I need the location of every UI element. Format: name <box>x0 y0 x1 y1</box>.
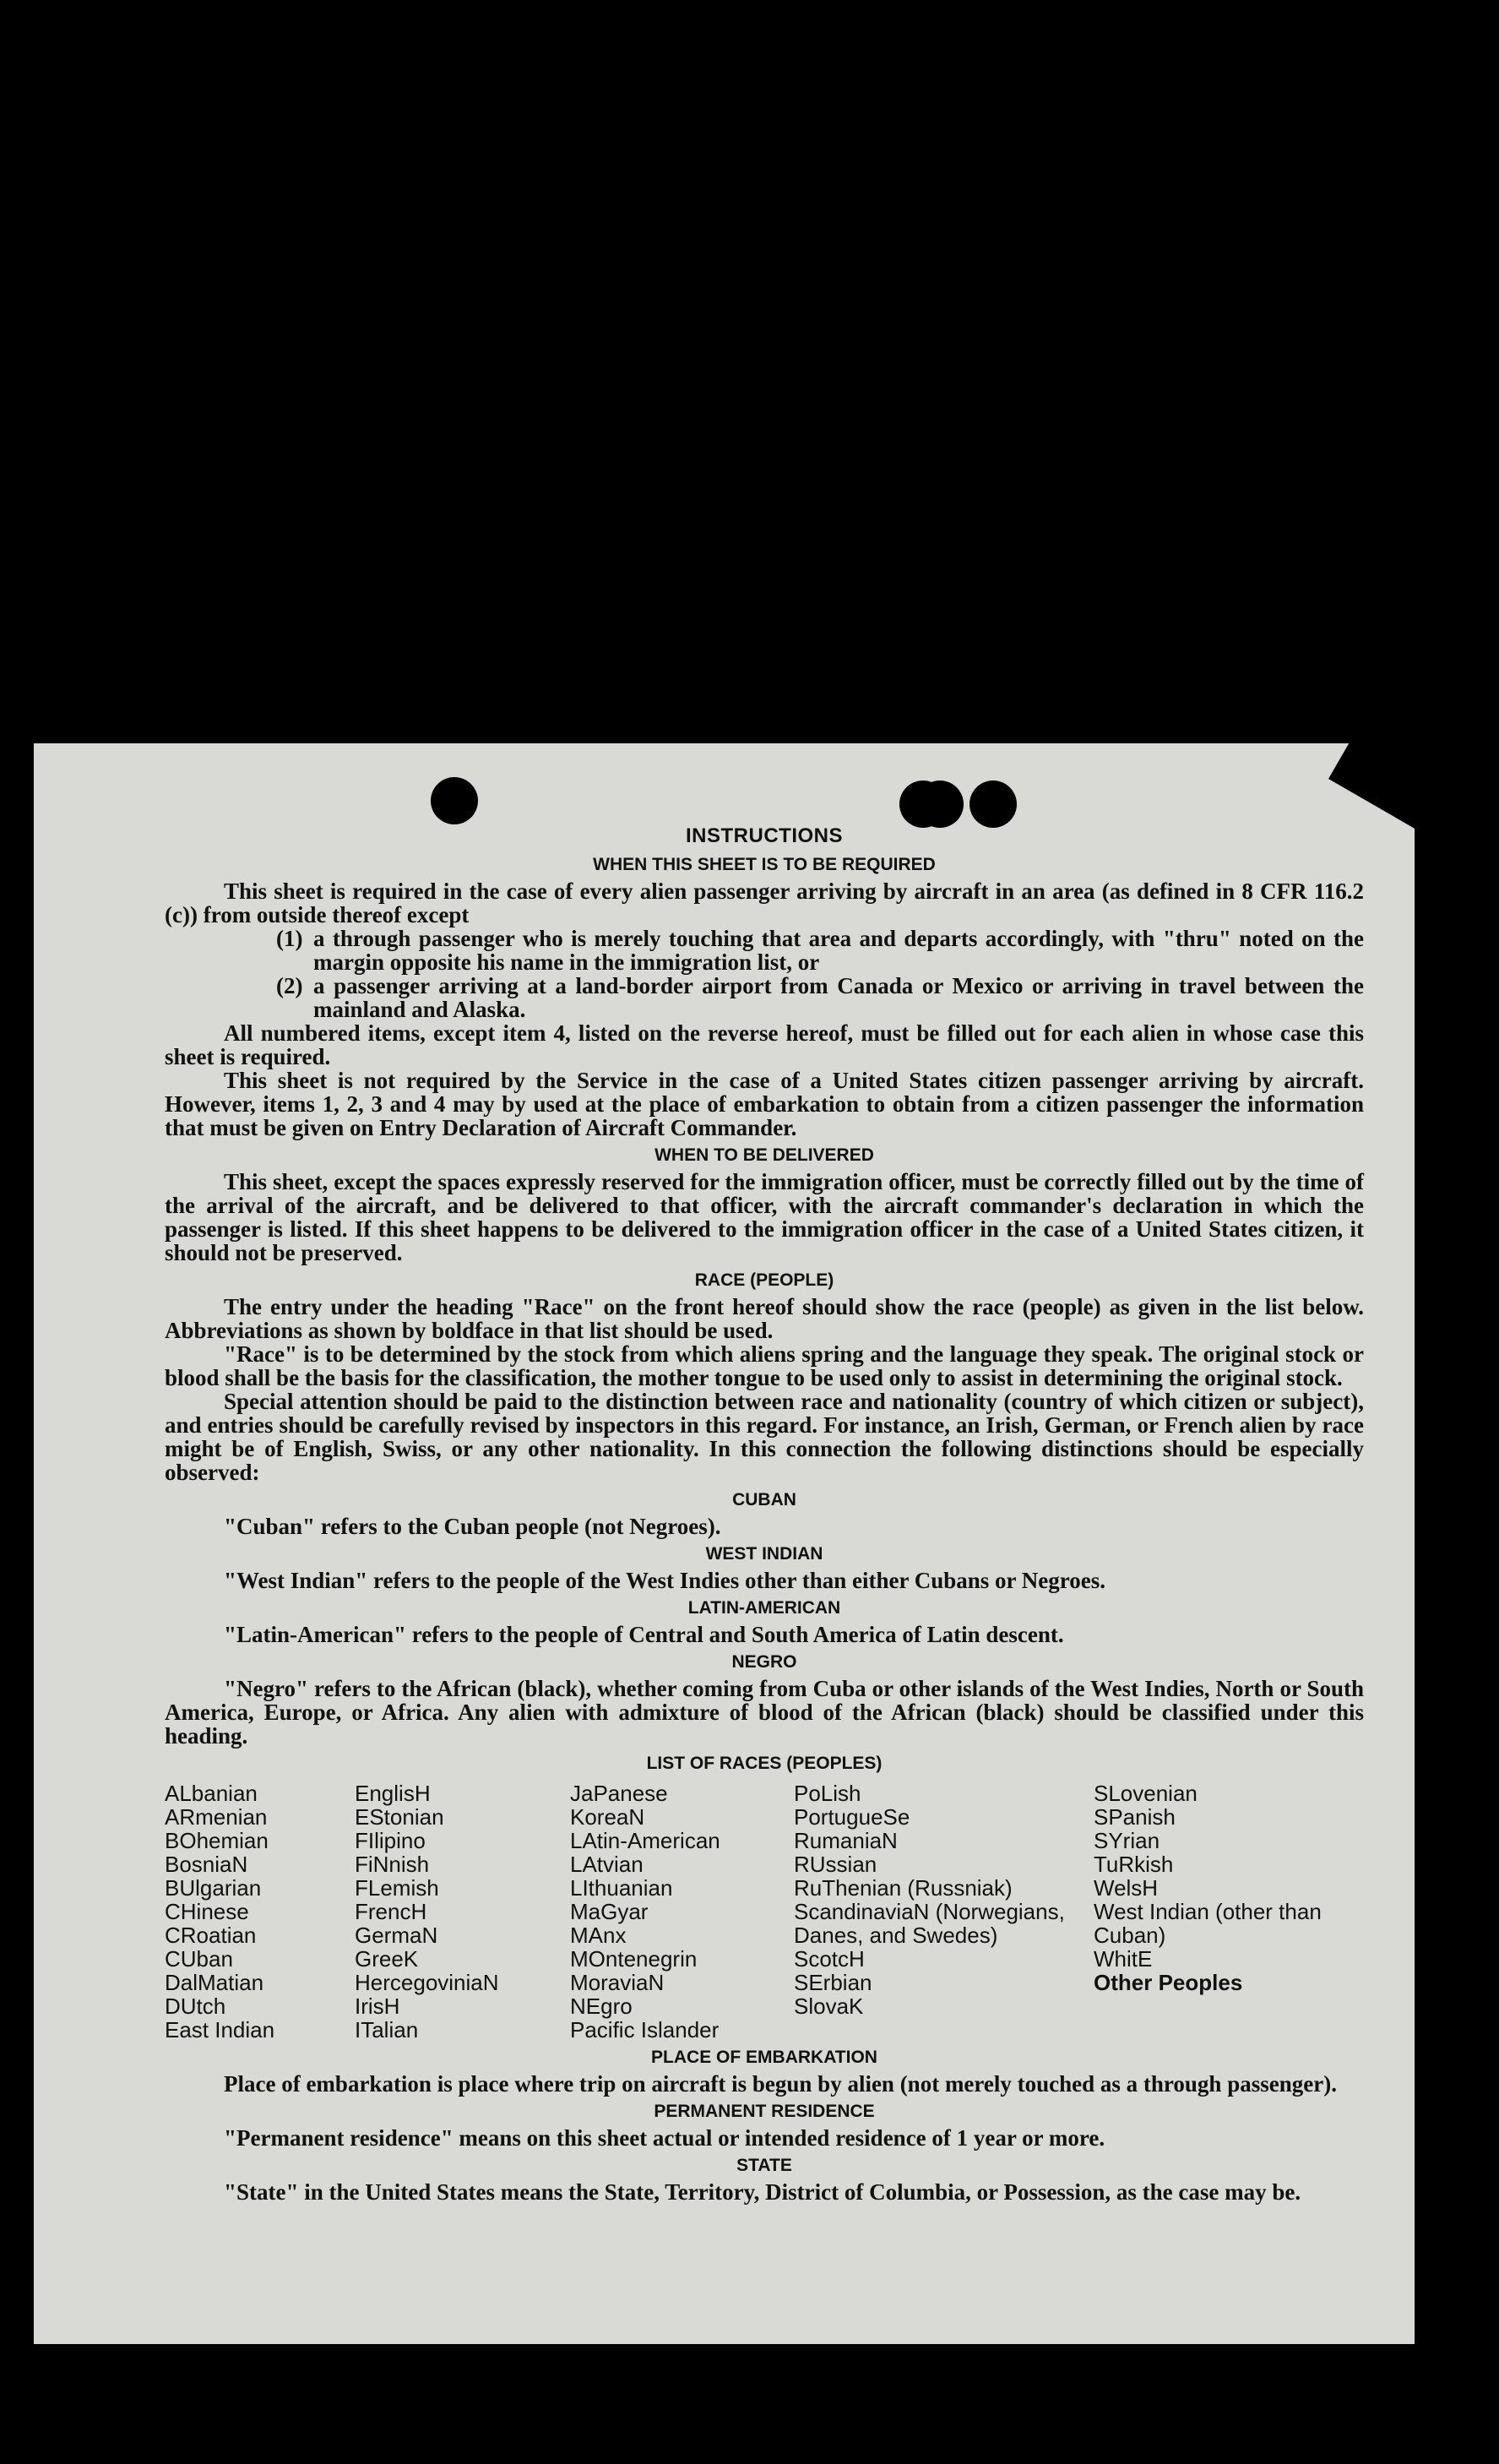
race-entry: EStonian <box>355 1804 444 1830</box>
race-entry: DUtch <box>165 1994 226 2019</box>
race-entry: LIthuanian <box>570 1875 673 1901</box>
race-entry: BUlgarian <box>165 1875 262 1901</box>
race-entry: WelsH <box>1094 1875 1159 1901</box>
heading-cuban: CUBAN <box>732 1490 796 1509</box>
document-sheet <box>34 743 1415 2344</box>
race-entry: MAnx <box>570 1923 627 1948</box>
exception-number: (1) <box>276 926 303 951</box>
race-entry: ITalian <box>355 2017 419 2042</box>
race-entry: GermaN <box>355 1923 438 1948</box>
exception-text: a passenger arriving at a land-border airport from Canada or Mexico or arriving in travel between the mainland and Alaska. <box>313 973 1364 1022</box>
heading-list-of-races: LIST OF RACES (PEOPLES) <box>646 1754 883 1773</box>
west-indian-text: "West Indian" refers to the people of the West Indies other than either Cubans or Negroes. <box>224 1568 1105 1593</box>
race-entry: PortugueSe <box>794 1804 910 1830</box>
page-title: INSTRUCTIONS <box>686 824 843 847</box>
race-entry: CUban <box>165 1946 233 1972</box>
race-para2: "Race" is to be determined by the stock from which aliens spring and the language they speak. The original stock or blood shall be the basis for the classification, the mother tongue to be used only to assist in determining the original stock. <box>165 1341 1364 1390</box>
heading-permanent-residence: PERMANENT RESIDENCE <box>654 2102 875 2121</box>
when-required-para3: This sheet is not required by the Service in the case of a United States citizen passenger arriving by aircraft. However, items 1, 2, 3 and 4 may by used at the place of embarkation to obtain from a citizen passenger the information that must be given on Entry Declaration of Aircraft Commander. <box>165 1068 1364 1140</box>
race-entry: West Indian (other than Cuban) <box>1094 1899 1322 1948</box>
heading-when-delivered: WHEN TO BE DELIVERED <box>654 1145 874 1165</box>
race-column <box>355 1781 570 2042</box>
instructions-content <box>165 824 1364 2204</box>
race-column <box>794 1781 1094 2042</box>
race-entry: LAtvian <box>570 1852 644 1877</box>
exception-number: (2) <box>276 973 303 998</box>
race-entry: SPanish <box>1094 1804 1176 1830</box>
race-column <box>570 1781 794 2042</box>
race-entry: SLovenian <box>1094 1781 1198 1806</box>
race-entry: SErbian <box>794 1970 872 1995</box>
when-delivered-text: This sheet, except the spaces expressly reserved for the immigration officer, must be correctly filled out by the time of the arrival of the aircraft, and be delivered to that officer, with the aircraft commander's declaration in which the passenger is listed. If this sheet happens to be delivered to the immigration officer in the case of a United States citizen, it should not be preserved. <box>165 1169 1364 1265</box>
race-entry: LAtin-American <box>570 1828 720 1853</box>
race-column <box>1094 1781 1339 2042</box>
race-entry: MoraviaN <box>570 1970 665 1995</box>
race-para3: Special attention should be paid to the distinction between race and nationality (country of which citizen or subject), and entries should be carefully revised by inspectors in this regard. For instance, an Irish, German, or French alien by race might be of English, Swiss, or any other nationality. In this connection the following distinctions should be especially observed: <box>165 1389 1364 1485</box>
place-of-embarkation-text: Place of embarkation is place where trip on aircraft is begun by alien (not merely touched as a through passenger). <box>224 2071 1337 2097</box>
race-entry: FiNnish <box>355 1852 430 1877</box>
punch-hole <box>431 777 478 824</box>
heading-state: STATE <box>736 2156 792 2175</box>
race-entry: East Indian <box>165 2017 275 2042</box>
race-entry: FLemish <box>355 1875 439 1901</box>
race-entry: EnglisH <box>355 1781 431 1806</box>
heading-when-required: WHEN THIS SHEET IS TO BE REQUIRED <box>593 855 936 874</box>
race-entry: CHinese <box>165 1899 249 1924</box>
when-required-intro: This sheet is required in the case of every alien passenger arriving by aircraft in an area (as defined in 8 CFR 116.2 (c)) from outside thereof except <box>165 878 1364 927</box>
exception-item-2 <box>276 974 1364 1021</box>
race-entry: ScotcH <box>794 1946 865 1972</box>
punch-hole <box>899 781 947 828</box>
race-entry: WhitE <box>1094 1946 1153 1972</box>
when-required-para2: All numbered items, except item 4, listed on the reverse hereof, must be filled out for each alien in whose case this sheet is required. <box>165 1020 1364 1069</box>
race-entry: RUssian <box>794 1852 877 1877</box>
race-entry: MOntenegrin <box>570 1946 698 1972</box>
race-entry: HercegoviniaN <box>355 1970 499 1995</box>
heading-latin-american: LATIN-AMERICAN <box>687 1598 841 1618</box>
state-text: "State" in the United States means the State, Territory, District of Columbia, or Possession, as the case may be. <box>224 2179 1301 2205</box>
negro-text: "Negro" refers to the African (black), whether coming from Cuba or other islands of the West Indies, North or South America, Europe, or Africa. Any alien with admixture of blood of the African (black) should be classified under this heading. <box>165 1676 1364 1749</box>
race-entry: MaGyar <box>570 1899 649 1924</box>
race-entry: Pacific Islander <box>570 2017 720 2042</box>
race-entry: IrisH <box>355 1994 400 2019</box>
races-list <box>165 1781 1364 2042</box>
race-entry: BosniaN <box>165 1852 248 1877</box>
race-entry: FrencH <box>355 1899 427 1924</box>
race-entry: NEgro <box>570 1994 633 2019</box>
race-entry: ScandinaviaN (Norwegians, Danes, and Swedes) <box>794 1899 1065 1948</box>
heading-place-of-embarkation: PLACE OF EMBARKATION <box>651 2048 877 2067</box>
race-entry: SlovaK <box>794 1994 864 2019</box>
exception-text: a through passenger who is merely touching that area and departs accordingly, with "thru" noted on the margin opposite his name in the immigration list, or <box>313 926 1364 975</box>
race-para1: The entry under the heading "Race" on the front hereof should show the race (people) as given in the list below. Abbreviations as shown by boldface in that list should be used. <box>165 1294 1364 1343</box>
race-entry: BOhemian <box>165 1828 269 1853</box>
race-entry: TuRkish <box>1094 1852 1174 1877</box>
race-entry: PoLish <box>794 1781 861 1806</box>
permanent-residence-text: "Permanent residence" means on this sheet actual or intended residence of 1 year or more. <box>224 2125 1105 2151</box>
race-entry: GreeK <box>355 1946 419 1972</box>
race-entry: ALbanian <box>165 1781 258 1806</box>
punch-hole <box>969 781 1017 828</box>
race-entry: JaPanese <box>570 1781 668 1806</box>
heading-race: RACE (PEOPLE) <box>694 1270 834 1290</box>
race-entry: DalMatian <box>165 1970 264 1995</box>
race-entry: Other Peoples <box>1094 1970 1243 1995</box>
latin-american-text: "Latin-American" refers to the people of Central and South America of Latin descent. <box>224 1622 1064 1647</box>
torn-corner <box>1328 743 1415 829</box>
race-entry: RumaniaN <box>794 1828 898 1853</box>
race-entry: RuThenian (Russniak) <box>794 1875 1013 1901</box>
race-entry: KoreaN <box>570 1804 645 1830</box>
heading-west-indian: WEST INDIAN <box>705 1544 823 1564</box>
race-entry: CRoatian <box>165 1923 257 1948</box>
exception-item-1 <box>276 927 1364 974</box>
race-entry: ARmenian <box>165 1804 268 1830</box>
race-entry: SYrian <box>1094 1828 1160 1853</box>
race-entry: FIlipino <box>355 1828 426 1853</box>
cuban-text: "Cuban" refers to the Cuban people (not Negroes). <box>224 1514 721 1539</box>
heading-negro: NEGRO <box>731 1652 797 1672</box>
race-column <box>165 1781 355 2042</box>
